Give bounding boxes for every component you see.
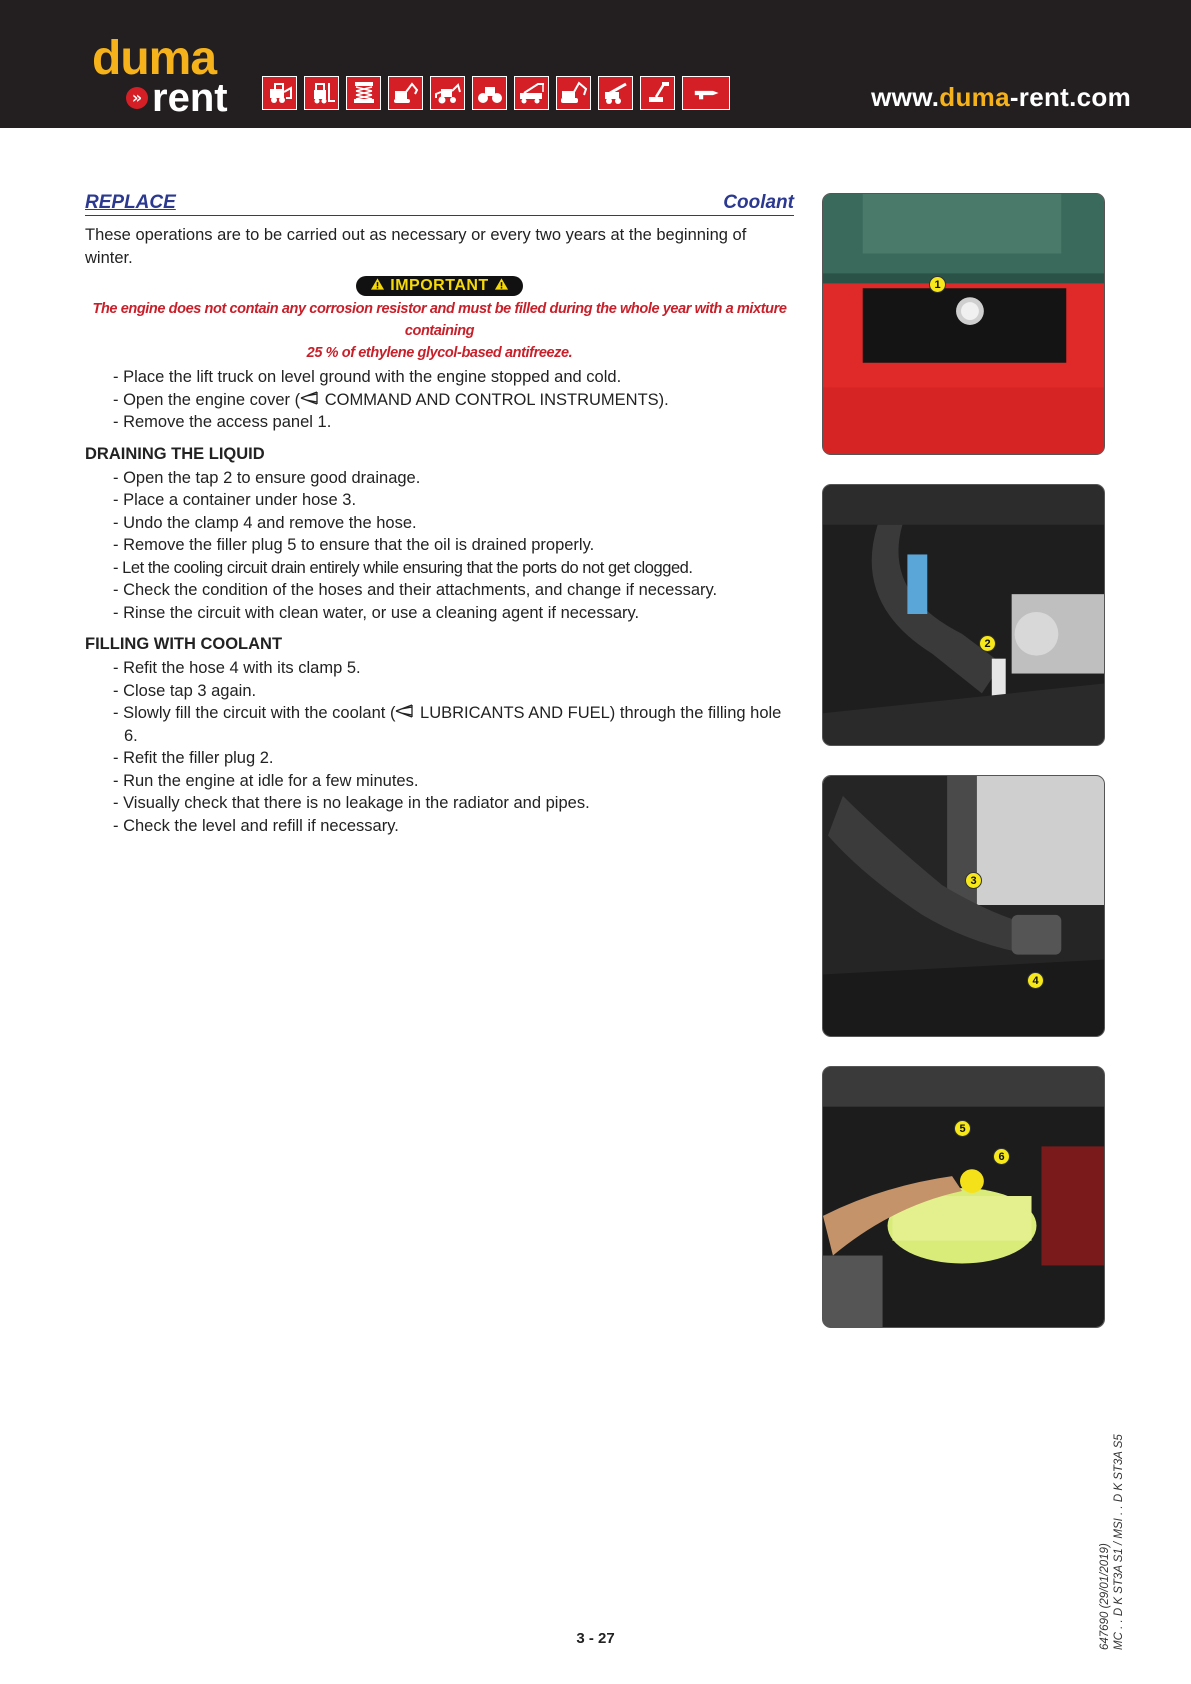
list-item: - Let the cooling circuit drain entirely while ensuring that the ports do not get clogged. — [113, 558, 693, 577]
list-item: - Open the engine cover ( COMMAND AND CONTROL INSTRUMENTS). — [113, 390, 669, 409]
logo-arrows-icon: » — [126, 87, 148, 109]
callout-marker: 6 — [993, 1148, 1010, 1165]
section-title-replace: REPLACE — [85, 192, 176, 213]
mini-excavator-icon — [388, 76, 423, 110]
preparation-steps — [85, 366, 794, 434]
list-item: - Open the tap 2 to ensure good drainage. — [113, 468, 421, 487]
photo-expansion-tank — [822, 1066, 1105, 1328]
logo-rent-text: rent — [152, 76, 228, 120]
reference-arrow-icon — [395, 704, 415, 718]
important-badge: IMPORTANT — [356, 276, 522, 296]
callout-marker: 5 — [954, 1120, 971, 1137]
scissor-lift-icon — [346, 76, 381, 110]
list-item: - Remove the filler plug 5 to ensure that the oil is drained properly. — [113, 536, 595, 554]
website-link[interactable]: www.duma-rent.com — [871, 82, 1131, 112]
warning-triangle-icon — [494, 277, 509, 291]
drill-tool-icon — [682, 76, 730, 110]
list-item: - Rinse the circuit with clean water, or use a cleaning agent if necessary. — [113, 603, 640, 622]
list-item: - Visually check that there is no leakage in the radiator and pipes. — [113, 794, 590, 812]
photo-access-panel — [822, 193, 1105, 455]
section-title-coolant: Coolant — [723, 192, 794, 213]
list-item: - Check the condition of the hoses and their attachments, and change if necessary. — [113, 581, 718, 599]
intro-paragraph: These operations are to be carried out as necessary or every two years at the beginning of winter. — [85, 226, 747, 267]
callout-marker: 4 — [1027, 972, 1044, 989]
filling-steps — [85, 657, 794, 837]
compactor-icon — [472, 76, 507, 110]
list-item: - Remove the access panel 1. — [113, 413, 332, 431]
callout-marker: 1 — [929, 276, 946, 293]
reference-arrow-icon — [300, 391, 320, 405]
logo-duma-text: duma — [92, 32, 217, 85]
list-item: - Place the lift truck on level ground with the engine stopped and cold. — [113, 368, 622, 386]
equipment-icon-strip — [262, 76, 730, 110]
list-item: - Refit the filler plug 2. — [113, 749, 274, 767]
main-content — [85, 188, 794, 837]
list-item: - Refit the hose 4 with its clamp 5. — [113, 659, 361, 677]
header-bar — [0, 0, 1191, 128]
page-number: 3 - 27 — [576, 1630, 615, 1647]
list-item: - Check the level and refill if necessary. — [113, 816, 399, 835]
list-item: - Run the engine at idle for a few minutes. — [113, 771, 419, 790]
section-heading — [85, 188, 794, 216]
crane-truck-icon — [514, 76, 549, 110]
photo-hose-clamp — [822, 775, 1105, 1037]
list-item: - Close tap 3 again. — [113, 681, 257, 700]
duma-rent-logo[interactable] — [92, 32, 228, 120]
warning-text: The engine does not contain any corrosion resistor and must be filled during the whole year with a mixture containing 25 % of ethylene glycol-based antifreeze. — [92, 301, 787, 361]
list-item: - Undo the clamp 4 and remove the hose. — [113, 513, 417, 532]
draining-steps — [85, 467, 794, 625]
callout-marker: 2 — [979, 635, 996, 652]
warning-triangle-icon — [370, 277, 385, 291]
list-item: - Place a container under hose 3. — [113, 491, 357, 509]
list-item: - Slowly fill the circuit with the coolant ( LUBRICANTS AND FUEL) through the filling hole 6. — [113, 704, 782, 745]
photo-drain-tap — [822, 484, 1105, 746]
backhoe-icon — [430, 76, 465, 110]
forklift-icon — [304, 76, 339, 110]
skid-steer-icon — [262, 76, 297, 110]
boom-lift-icon — [640, 76, 675, 110]
callout-marker: 3 — [965, 872, 982, 889]
excavator-icon — [556, 76, 591, 110]
document-reference: 647690 (29/01/2019) MC . . D K ST3A S1 / MSI . . D K ST3A S5 — [1099, 1434, 1125, 1650]
telehandler-icon — [598, 76, 633, 110]
filling-heading: FILLING WITH COOLANT — [85, 635, 283, 653]
draining-heading: DRAINING THE LIQUID — [85, 444, 265, 463]
